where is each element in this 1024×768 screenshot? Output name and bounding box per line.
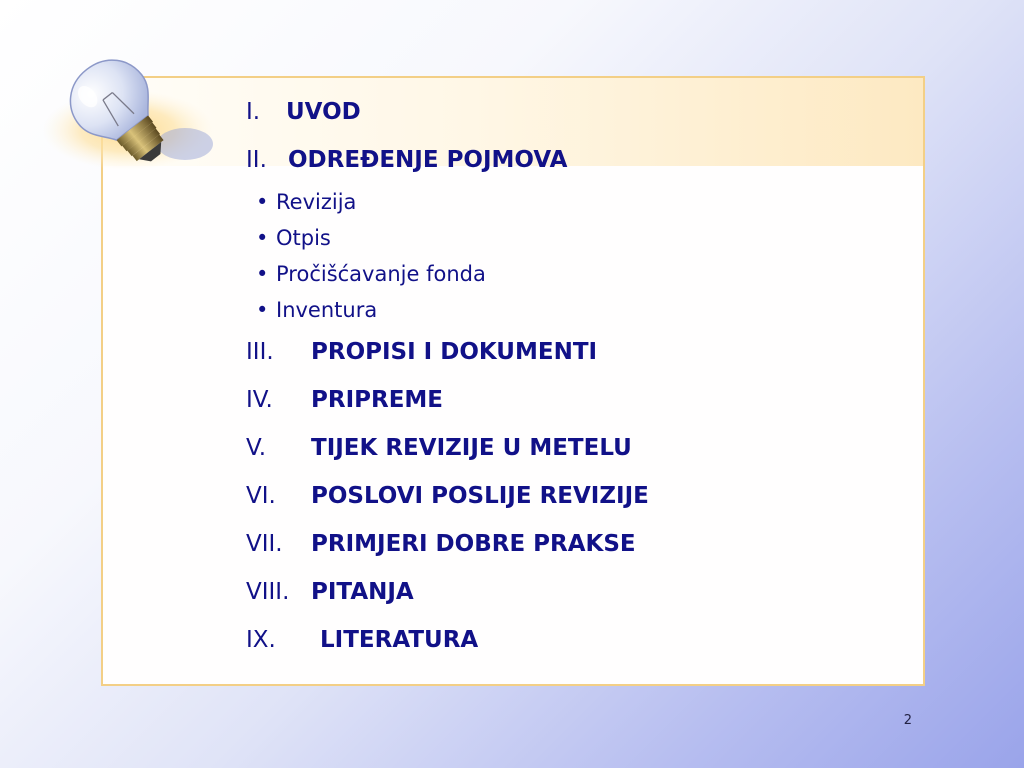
toc-sublist [246,184,649,328]
toc-subitem-label: Pročišćavanje fonda [276,262,486,286]
toc-subitem [246,256,649,292]
toc-numeral: III. [246,339,274,365]
bullet-icon: • [256,190,269,214]
toc-title: LITERATURA [320,627,479,653]
toc-numeral: I. [246,99,261,125]
toc-item-propisi [246,328,649,376]
toc-item-primjeri [246,520,649,568]
toc-title: PROPISI I DOKUMENTI [311,339,598,365]
toc-title: PRIPREME [311,387,444,413]
toc-title: TIJEK REVIZIJE U METELU [311,435,632,461]
toc-numeral: VI. [246,483,276,509]
light-bulb-icon [40,52,215,177]
toc-numeral: VIII. [246,579,290,605]
toc-numeral: IV. [246,387,273,413]
table-of-contents [246,88,649,664]
toc-subitem-label: Otpis [276,226,331,250]
toc-title: UVOD [286,99,361,125]
toc-title: ODREĐENJE POJMOVA [288,147,568,173]
toc-subitem-label: Revizija [276,190,357,214]
bullet-icon: • [256,226,269,250]
toc-subitem-label: Inventura [276,298,378,322]
page-number: 2 [903,713,912,728]
toc-item-literatura [246,616,649,664]
toc-title: PITANJA [311,579,414,605]
bullet-icon: • [256,262,269,286]
toc-numeral: IX. [246,627,276,653]
toc-numeral: VII. [246,531,283,557]
toc-item-pitanja [246,568,649,616]
toc-item-uvod [246,88,649,136]
toc-subitems [246,184,649,328]
toc-subitem [246,292,649,328]
toc-title: PRIMJERI DOBRE PRAKSE [311,531,636,557]
bullet-icon: • [256,298,269,322]
toc-item-pripreme [246,376,649,424]
toc-numeral: V. [246,435,267,461]
toc-subitem [246,184,649,220]
toc-numeral: II. [246,147,267,173]
toc-title: POSLOVI POSLIJE REVIZIJE [311,483,649,509]
toc-item-tijek-revizije [246,424,649,472]
toc-item-odredenje-pojmova [246,136,649,184]
toc-item-poslovi [246,472,649,520]
toc-subitem [246,220,649,256]
